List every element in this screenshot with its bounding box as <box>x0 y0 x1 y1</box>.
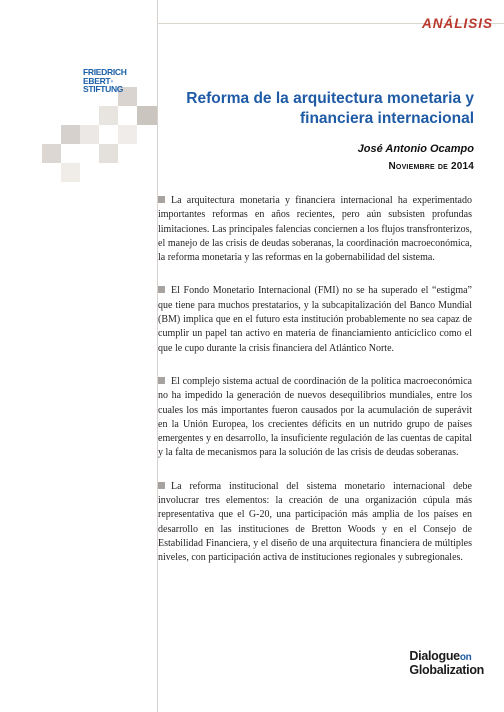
paragraph-text: La reforma institucional del sistema monetario internacional debe involucrar tres elementos: la creación de una organización cúpula más representativa que el G-20, una participación más amplia de los países en desarrollo en las instituciones de Bretton Woods y en el Consejo de Estabilidad Financiera, y el diseño de una arquitectura financiera de múltiples niveles, con participación activa de instituciones regionales y subregionales. <box>158 480 472 564</box>
sidebar <box>0 0 157 712</box>
brand-on: on <box>459 652 472 663</box>
paragraph <box>158 194 472 265</box>
brand-globalization: Globalization <box>409 663 484 677</box>
logo-line1: FRIEDRICH <box>83 67 127 77</box>
paragraph <box>158 480 472 566</box>
article-author: José Antonio Ocampo <box>357 143 474 155</box>
bullet-square-icon <box>158 482 165 489</box>
paragraph <box>158 284 472 355</box>
article-body <box>158 194 472 585</box>
paragraph <box>158 375 472 461</box>
decor-square <box>99 144 118 163</box>
decor-square <box>61 125 80 144</box>
brand-line1 <box>409 650 484 664</box>
decor-square <box>61 163 80 182</box>
article-title: Reforma de la arquitectura monetaria y financiera internacional <box>186 90 474 127</box>
logo-line2-text: EBERT <box>83 75 111 86</box>
paragraph-text: La arquitectura monetaria y financiera internacional ha experimentado importantes reformas en años recientes, pero aún subsisten profundas limitaciones. Las principales falencias conciernen a los flujos transfronterizos, el manejo de las crisis de deudas soberanas, la coordinación macroeconómica, la reforma monetaria y las reformas en la gobernabilidad del sistema. <box>158 195 472 264</box>
logo-line2: EBERT• <box>83 75 113 86</box>
dialogue-on-globalization-logo <box>409 650 484 677</box>
decor-square <box>42 144 61 163</box>
logo-line3: STIFTUNG <box>83 84 124 95</box>
article-date: Noviembre de 2014 <box>388 161 474 172</box>
decor-square <box>118 125 137 144</box>
bullet-square-icon <box>158 377 165 384</box>
paragraph-text: El complejo sistema actual de coordinación de la política macroeconómica no ha impedido la generación de nuevos desequilibrios mundiales, entre los cuales los más importantes fueron causados por la acumulación de superávit en la Unión Europea, los crecientes déficits en un nutrido grupo de países emergentes y en desarrollo, la insuficiente regulación de las cuentas de capital y la falta de mecanismos para la solución de las crisis de deudas soberanas. <box>158 375 472 459</box>
paragraph-text: El Fondo Monetario Internacional (FMI) no se ha superado el “estigma” que tiene para muchos prestatarios, y la subcapitalización del Banco Mundial (BM) implica que en el futuro esta institución probablemente no sea capaz de cumplir un papel tan activo en materia de financiamiento anticíclico como el que le cupo durante la crisis financiera del Atlántico Norte. <box>158 285 472 354</box>
decor-square <box>80 125 99 144</box>
fes-logo <box>83 68 153 94</box>
section-label: ANÁLISIS <box>421 16 493 31</box>
bullet-square-icon <box>158 196 165 203</box>
decor-square <box>99 106 118 125</box>
bullet-square-icon <box>158 286 165 293</box>
brand-dialogue: Dialogue <box>409 649 460 663</box>
